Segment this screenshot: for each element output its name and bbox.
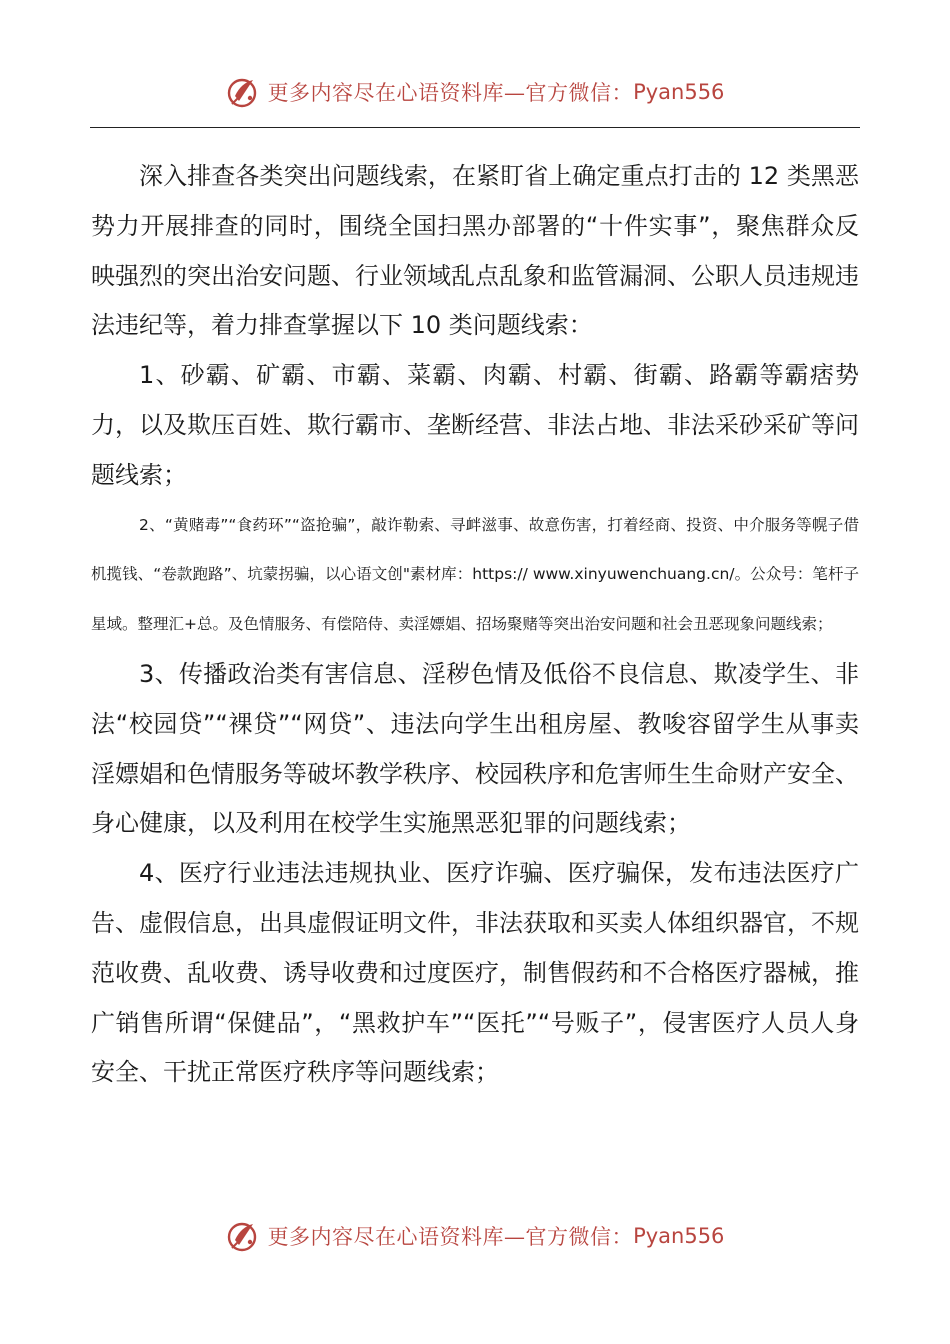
footer-banner — [0, 1214, 950, 1258]
header-wechat-id: Pyan556 — [633, 80, 725, 104]
header-divider — [90, 127, 860, 128]
list-item-4: 4、医疗行业违法违规执业、医疗诈骗、医疗骗保，发布违法医疗广告、虚假信息，出具虚假证明文件，非法获取和买卖人体组织器官，不规范收费、乱收费、诱导收费和过度医疗，制售假药和不合格医疗器械，推广销售所谓“保健品”，“黑救护车”“医托”“号贩子”，侵害医疗人员人身安全、干扰正常医疗秩序等问题线索； — [91, 859, 859, 1087]
xinyu-logo-icon — [226, 74, 262, 110]
footer-wechat-id: Pyan556 — [633, 1224, 725, 1248]
xinyu-logo-icon — [226, 1218, 262, 1254]
document-body — [91, 152, 859, 1098]
list-item-2: 2、“黄赌毒”“食药环”“盗抢骗”，敲诈勒索、寻衅滋事、故意伤害，打着经商、投资、中介服务等幌子借机揽钱、“卷款跑路”、坑蒙拐骗，以心语文创"素材库：https:// www.xinyuwenchuang.cn/。公众号：笔杆子星域。整理汇+总。及色情服务、有偿陪侍、卖淫嫖娼、招场聚赌等突出治安问题和社会丑恶现象问题线索； — [91, 515, 859, 634]
list-item-1: 1、砂霸、矿霸、市霸、菜霸、肉霸、村霸、街霸、路霸等霸痞势力，以及欺压百姓、欺行霸市、垄断经营、非法占地、非法采砂采矿等问题线索； — [91, 361, 859, 489]
list-item-3: 3、传播政治类有害信息、淫秽色情及低俗不良信息、欺凌学生、非法“校园贷”“裸贷”“网贷”、违法向学生出租房屋、教唆容留学生从事卖淫嫖娼和色情服务等破坏教学秩序、校园秩序和危害师生生命财产安全、身心健康，以及利用在校学生实施黑恶犯罪的问题线索； — [91, 659, 859, 838]
header-banner — [0, 70, 950, 114]
intro-paragraph: 深入排查各类突出问题线索，在紧盯省上确定重点打击的 12 类黑恶势力开展排查的同时，围绕全国扫黑办部署的“十件实事”，聚焦群众反映强烈的突出治安问题、行业领域乱点乱象和监管漏洞、公职人员违规违法违纪等，着力排查掌握以下 10 类问题线索： — [91, 162, 859, 340]
footer-banner-text: 更多内容尽在心语资料库—官方微信： — [267, 1225, 634, 1249]
header-banner-text: 更多内容尽在心语资料库—官方微信： — [267, 81, 634, 105]
